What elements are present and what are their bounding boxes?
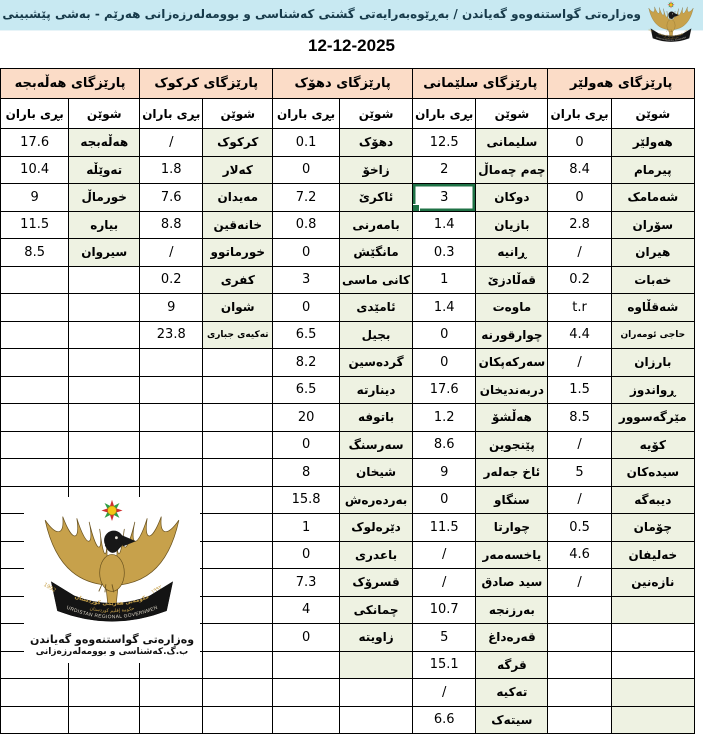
location-cell[interactable]: دهۆک bbox=[339, 129, 412, 157]
location-cell[interactable] bbox=[69, 321, 140, 349]
location-cell[interactable] bbox=[611, 596, 694, 624]
location-cell[interactable] bbox=[69, 431, 140, 459]
rain-amount-cell[interactable]: 1.4 bbox=[413, 211, 476, 239]
rain-amount-cell[interactable] bbox=[548, 596, 611, 624]
amount-column-header[interactable]: بڕی باران bbox=[273, 99, 340, 129]
location-cell[interactable]: بەردەرەش bbox=[339, 486, 412, 514]
rain-amount-cell[interactable]: / bbox=[140, 239, 203, 267]
rain-amount-cell[interactable]: 11.5 bbox=[413, 514, 476, 542]
location-cell[interactable]: خەبات bbox=[611, 266, 694, 294]
location-cell[interactable]: بجیل bbox=[339, 321, 412, 349]
location-cell[interactable]: کۆیە bbox=[611, 431, 694, 459]
rain-amount-cell[interactable]: 10.4 bbox=[1, 156, 69, 184]
rain-amount-cell[interactable]: / bbox=[413, 679, 476, 707]
rain-amount-cell[interactable]: 1.4 bbox=[413, 294, 476, 322]
location-cell[interactable]: بەرزنجە bbox=[476, 596, 548, 624]
rain-amount-cell[interactable]: 2 bbox=[413, 156, 476, 184]
rain-amount-cell[interactable]: 0 bbox=[413, 486, 476, 514]
krg-logo-block bbox=[24, 497, 200, 663]
rain-amount-cell[interactable]: 9 bbox=[1, 184, 69, 212]
location-cell[interactable]: دربەندیخان bbox=[476, 376, 548, 404]
location-cell[interactable]: تەکیەی جباری bbox=[203, 321, 273, 349]
location-cell[interactable] bbox=[339, 706, 412, 734]
location-cell[interactable]: کانی ماسی bbox=[339, 266, 412, 294]
rain-amount-cell[interactable]: 0 bbox=[548, 129, 611, 157]
rain-amount-cell[interactable]: / bbox=[413, 541, 476, 569]
table-row bbox=[1, 349, 695, 377]
location-cell[interactable]: قەڵادزێ bbox=[476, 266, 548, 294]
rain-amount-cell[interactable]: 8.5 bbox=[548, 404, 611, 432]
location-cell[interactable] bbox=[69, 376, 140, 404]
table-row bbox=[1, 321, 695, 349]
location-cell[interactable]: شیخان bbox=[339, 459, 412, 487]
location-cell[interactable]: نازەنین bbox=[611, 569, 694, 597]
rain-amount-cell[interactable]: 11.5 bbox=[1, 211, 69, 239]
rain-amount-cell[interactable] bbox=[1, 321, 69, 349]
location-cell[interactable] bbox=[69, 404, 140, 432]
location-cell[interactable] bbox=[69, 294, 140, 322]
rain-amount-cell[interactable]: 0.5 bbox=[548, 514, 611, 542]
rain-amount-cell[interactable]: 17.6 bbox=[413, 376, 476, 404]
location-cell[interactable]: سنگاو bbox=[476, 486, 548, 514]
location-cell[interactable]: زاخۆ bbox=[339, 156, 412, 184]
subheader-row bbox=[1, 99, 695, 129]
location-cell[interactable]: یاخسەمەر bbox=[476, 541, 548, 569]
table-row bbox=[1, 156, 695, 184]
location-cell[interactable]: ئاخ جەلەر bbox=[476, 459, 548, 487]
rain-amount-cell[interactable]: 6.6 bbox=[413, 706, 476, 734]
rain-amount-cell[interactable]: 4.6 bbox=[548, 541, 611, 569]
location-cell[interactable]: ڕواندوز bbox=[611, 376, 694, 404]
location-cell[interactable]: شەقڵاوە bbox=[611, 294, 694, 322]
rain-amount-cell[interactable]: / bbox=[548, 486, 611, 514]
location-cell[interactable]: چوارتا bbox=[476, 514, 548, 542]
ministry-header-bar bbox=[0, 0, 703, 31]
rain-amount-cell[interactable]: 0.8 bbox=[273, 211, 340, 239]
rain-amount-cell[interactable]: 15.8 bbox=[273, 486, 340, 514]
location-cell[interactable]: قسرۆک bbox=[339, 569, 412, 597]
rain-amount-cell[interactable] bbox=[1, 431, 69, 459]
table-row bbox=[1, 184, 695, 212]
location-cell[interactable] bbox=[611, 624, 694, 652]
location-cell[interactable]: گردەسین bbox=[339, 349, 412, 377]
rain-amount-cell[interactable]: 0.2 bbox=[140, 266, 203, 294]
rain-amount-cell[interactable]: 0 bbox=[273, 156, 340, 184]
location-cell[interactable] bbox=[203, 596, 273, 624]
location-cell[interactable]: شوان bbox=[203, 294, 273, 322]
rain-amount-cell[interactable]: 15.1 bbox=[413, 651, 476, 679]
table-row bbox=[1, 211, 695, 239]
table-row bbox=[1, 129, 695, 157]
rain-amount-cell[interactable]: 8.8 bbox=[140, 211, 203, 239]
table-row bbox=[1, 459, 695, 487]
location-column-header[interactable]: شوێن bbox=[476, 99, 548, 129]
amount-column-header[interactable]: بڕی باران bbox=[140, 99, 203, 129]
location-cell[interactable] bbox=[203, 404, 273, 432]
location-cell[interactable]: خورماڵ bbox=[69, 184, 140, 212]
location-cell[interactable] bbox=[203, 569, 273, 597]
rain-amount-cell[interactable]: 0 bbox=[413, 349, 476, 377]
location-cell[interactable]: دینارتە bbox=[339, 376, 412, 404]
rain-amount-cell[interactable]: 4 bbox=[273, 596, 340, 624]
location-column-header[interactable]: شوێن bbox=[611, 99, 694, 129]
rain-amount-cell[interactable]: 7.3 bbox=[273, 569, 340, 597]
rain-amount-cell[interactable] bbox=[273, 651, 340, 679]
province-header-kirkuk[interactable]: پارێزگای کرکوک bbox=[140, 69, 273, 99]
rain-amount-cell[interactable] bbox=[140, 349, 203, 377]
rain-amount-cell[interactable] bbox=[1, 706, 69, 734]
location-cell[interactable]: دیبەگە bbox=[611, 486, 694, 514]
location-cell[interactable]: قەرەداغ bbox=[476, 624, 548, 652]
province-header-duhok[interactable]: پارێزگای دهۆک bbox=[273, 69, 413, 99]
location-cell[interactable] bbox=[69, 459, 140, 487]
rain-amount-cell[interactable]: 5 bbox=[413, 624, 476, 652]
logo-ministry-name: وەزارەتی گواستنەوەو گەیاندن bbox=[29, 633, 195, 646]
province-header-sulaymaniyah[interactable]: پارێزگای سلێمانی bbox=[413, 69, 548, 99]
rain-amount-cell[interactable] bbox=[1, 404, 69, 432]
report-date: 12-12-2025 bbox=[308, 36, 395, 55]
rain-amount-cell[interactable] bbox=[548, 706, 611, 734]
rain-amount-cell[interactable]: 3 bbox=[273, 266, 340, 294]
location-cell[interactable]: ئامێدی bbox=[339, 294, 412, 322]
location-cell[interactable] bbox=[203, 706, 273, 734]
location-cell[interactable]: کرکوک bbox=[203, 129, 273, 157]
location-cell[interactable]: هەڵشۆ bbox=[476, 404, 548, 432]
location-cell[interactable] bbox=[69, 679, 140, 707]
table-row bbox=[1, 404, 695, 432]
location-cell[interactable] bbox=[203, 349, 273, 377]
rain-amount-cell[interactable]: 2.8 bbox=[548, 211, 611, 239]
location-column-header[interactable]: شوێن bbox=[339, 99, 412, 129]
location-cell[interactable]: سۆران bbox=[611, 211, 694, 239]
rain-amount-cell[interactable]: 9 bbox=[413, 459, 476, 487]
rain-amount-cell[interactable] bbox=[140, 459, 203, 487]
rain-amount-cell[interactable]: 6.5 bbox=[273, 376, 340, 404]
location-cell[interactable]: بیارە bbox=[69, 211, 140, 239]
location-cell[interactable]: پیرمام bbox=[611, 156, 694, 184]
rain-amount-cell[interactable]: t.r bbox=[548, 294, 611, 322]
location-cell[interactable]: ماوەت bbox=[476, 294, 548, 322]
rain-amount-cell[interactable]: 8.5 bbox=[1, 239, 69, 267]
table-row bbox=[1, 679, 695, 707]
rain-amount-cell[interactable] bbox=[140, 679, 203, 707]
rain-amount-cell[interactable]: / bbox=[548, 431, 611, 459]
location-cell[interactable] bbox=[611, 679, 694, 707]
rain-amount-cell[interactable]: 6.5 bbox=[273, 321, 340, 349]
location-cell[interactable]: ڕانیە bbox=[476, 239, 548, 267]
location-cell[interactable]: پێنجوین bbox=[476, 431, 548, 459]
rain-amount-cell[interactable] bbox=[1, 349, 69, 377]
rain-amount-cell[interactable]: 1.2 bbox=[413, 404, 476, 432]
location-cell[interactable]: هەولێر bbox=[611, 129, 694, 157]
location-cell[interactable]: کفری bbox=[203, 266, 273, 294]
table-row bbox=[1, 706, 695, 734]
rain-amount-cell[interactable]: 12.5 bbox=[413, 129, 476, 157]
location-cell[interactable]: هەڵەبجە bbox=[69, 129, 140, 157]
location-cell[interactable] bbox=[203, 514, 273, 542]
location-cell[interactable]: تەوێڵە bbox=[69, 156, 140, 184]
location-cell[interactable]: چۆمان bbox=[611, 514, 694, 542]
location-cell[interactable] bbox=[203, 624, 273, 652]
rain-amount-cell[interactable]: / bbox=[140, 129, 203, 157]
location-cell[interactable] bbox=[339, 679, 412, 707]
rain-amount-cell[interactable]: 1.5 bbox=[548, 376, 611, 404]
location-cell[interactable]: سەرکەپکان bbox=[476, 349, 548, 377]
rain-amount-cell[interactable] bbox=[140, 376, 203, 404]
location-cell[interactable]: کەلار bbox=[203, 156, 273, 184]
location-cell[interactable]: حاجی ئومەران bbox=[611, 321, 694, 349]
rain-amount-cell[interactable] bbox=[273, 706, 340, 734]
location-cell[interactable] bbox=[69, 706, 140, 734]
rain-amount-cell[interactable] bbox=[140, 404, 203, 432]
location-cell[interactable] bbox=[203, 431, 273, 459]
rain-amount-cell[interactable] bbox=[1, 459, 69, 487]
logo-department-name: ب.گ.کەشناسی و بوومەلەرزەزانی bbox=[35, 647, 189, 657]
rain-amount-cell[interactable]: 0 bbox=[273, 294, 340, 322]
rain-amount-cell[interactable]: 0.1 bbox=[273, 129, 340, 157]
location-cell[interactable] bbox=[69, 349, 140, 377]
location-cell[interactable]: باعدری bbox=[339, 541, 412, 569]
location-cell[interactable]: مانگێش bbox=[339, 239, 412, 267]
rain-amount-cell[interactable]: 0.3 bbox=[413, 239, 476, 267]
rain-amount-cell[interactable]: 20 bbox=[273, 404, 340, 432]
rain-amount-cell[interactable]: 0 bbox=[273, 624, 340, 652]
rain-amount-cell[interactable]: 4.4 bbox=[548, 321, 611, 349]
rain-amount-cell[interactable] bbox=[1, 294, 69, 322]
table-row bbox=[1, 239, 695, 267]
table-row bbox=[1, 294, 695, 322]
location-cell[interactable]: قرگە bbox=[476, 651, 548, 679]
rain-amount-cell[interactable]: 0 bbox=[548, 184, 611, 212]
rain-amount-cell[interactable]: 8.4 bbox=[548, 156, 611, 184]
rain-amount-cell[interactable] bbox=[1, 679, 69, 707]
location-cell[interactable]: خەلیفان bbox=[611, 541, 694, 569]
amount-column-header[interactable]: بڕی باران bbox=[548, 99, 611, 129]
location-cell[interactable]: چمانکی bbox=[339, 596, 412, 624]
rain-amount-cell[interactable]: / bbox=[548, 349, 611, 377]
location-cell[interactable]: سەرسنگ bbox=[339, 431, 412, 459]
rain-amount-cell[interactable]: 8.6 bbox=[413, 431, 476, 459]
rain-amount-cell[interactable]: 0 bbox=[413, 321, 476, 349]
rain-amount-cell[interactable] bbox=[548, 624, 611, 652]
rain-amount-cell[interactable]: 1.8 bbox=[140, 156, 203, 184]
location-cell[interactable]: بارزان bbox=[611, 349, 694, 377]
location-cell[interactable]: دوکان bbox=[476, 184, 548, 212]
table-row bbox=[1, 376, 695, 404]
location-cell[interactable]: خورماتوو bbox=[203, 239, 273, 267]
location-cell[interactable]: دێرەلوک bbox=[339, 514, 412, 542]
location-cell[interactable] bbox=[203, 459, 273, 487]
rain-amount-cell[interactable]: 7.2 bbox=[273, 184, 340, 212]
location-cell[interactable] bbox=[203, 651, 273, 679]
location-cell[interactable]: سلیمانی bbox=[476, 129, 548, 157]
rain-amount-cell[interactable]: 8.2 bbox=[273, 349, 340, 377]
location-cell[interactable] bbox=[203, 486, 273, 514]
rain-amount-cell[interactable]: 5 bbox=[548, 459, 611, 487]
location-cell[interactable]: هیران bbox=[611, 239, 694, 267]
location-column-header[interactable]: شوێن bbox=[69, 99, 140, 129]
rain-amount-cell[interactable]: 1 bbox=[413, 266, 476, 294]
location-cell[interactable]: سیروان bbox=[69, 239, 140, 267]
location-cell[interactable]: باتوفە bbox=[339, 404, 412, 432]
location-cell[interactable]: سیتەک bbox=[476, 706, 548, 734]
rain-amount-cell[interactable]: 10.7 bbox=[413, 596, 476, 624]
rain-amount-cell[interactable]: 0 bbox=[273, 239, 340, 267]
rain-amount-cell[interactable]: 23.8 bbox=[140, 321, 203, 349]
table-row bbox=[1, 266, 695, 294]
rain-amount-cell[interactable] bbox=[1, 266, 69, 294]
rain-amount-cell[interactable]: 0.2 bbox=[548, 266, 611, 294]
rain-amount-cell[interactable]: 9 bbox=[140, 294, 203, 322]
province-header-row bbox=[1, 69, 695, 99]
amount-column-header[interactable]: بڕی باران bbox=[1, 99, 69, 129]
rain-amount-cell[interactable]: 1 bbox=[273, 514, 340, 542]
location-cell[interactable] bbox=[203, 541, 273, 569]
location-cell[interactable]: بازیان bbox=[476, 211, 548, 239]
location-cell[interactable]: سیدەکان bbox=[611, 459, 694, 487]
location-cell[interactable]: مێرگەسوور bbox=[611, 404, 694, 432]
location-cell[interactable]: شەمامک bbox=[611, 184, 694, 212]
location-cell[interactable]: بامەرنی bbox=[339, 211, 412, 239]
location-cell[interactable]: سید صادق bbox=[476, 569, 548, 597]
rain-amount-cell[interactable] bbox=[548, 679, 611, 707]
location-cell[interactable] bbox=[203, 376, 273, 404]
rain-amount-cell[interactable]: / bbox=[548, 569, 611, 597]
rain-amount-cell[interactable] bbox=[273, 679, 340, 707]
location-cell[interactable] bbox=[611, 651, 694, 679]
location-cell[interactable] bbox=[611, 706, 694, 734]
rain-amount-cell[interactable]: 0 bbox=[273, 431, 340, 459]
location-cell[interactable]: زاویتە bbox=[339, 624, 412, 652]
krg-eagle-emblem bbox=[30, 499, 194, 631]
rain-amount-cell[interactable] bbox=[548, 651, 611, 679]
rain-amount-cell[interactable] bbox=[1, 376, 69, 404]
province-header-halabja[interactable]: پارێزگای هەڵەبجە bbox=[1, 69, 140, 99]
location-cell[interactable] bbox=[339, 651, 412, 679]
rain-amount-cell[interactable] bbox=[140, 431, 203, 459]
location-cell[interactable]: چوارقورنە bbox=[476, 321, 548, 349]
rain-amount-cell[interactable]: / bbox=[413, 569, 476, 597]
location-cell[interactable]: چەم چەماڵ bbox=[476, 156, 548, 184]
rain-amount-cell[interactable]: 17.6 bbox=[1, 129, 69, 157]
province-header-erbil[interactable]: پارێزگای هەولێر bbox=[548, 69, 695, 99]
location-column-header[interactable]: شوێن bbox=[203, 99, 273, 129]
ministry-title: وەزارەتی گواستنەوەو گەیاندن / بەڕێوەبەرایەتی گشتی کەشناسی و بوومەلەرزەزانی هەرێم - بەشی پێشبینی bbox=[2, 7, 641, 21]
location-cell[interactable] bbox=[69, 266, 140, 294]
amount-column-header[interactable]: بڕی باران bbox=[413, 99, 476, 129]
rain-amount-cell[interactable] bbox=[140, 706, 203, 734]
location-cell[interactable]: خانەقین bbox=[203, 211, 273, 239]
location-cell[interactable]: مەیدان bbox=[203, 184, 273, 212]
location-cell[interactable]: ئاکرێ bbox=[339, 184, 412, 212]
table-row bbox=[1, 431, 695, 459]
krg-logo-small bbox=[645, 1, 697, 45]
location-cell[interactable]: تەکیە bbox=[476, 679, 548, 707]
selected-rain-amount-cell[interactable]: 3 bbox=[413, 184, 476, 212]
rain-amount-cell[interactable]: 7.6 bbox=[140, 184, 203, 212]
rain-amount-cell[interactable]: 0 bbox=[273, 541, 340, 569]
location-cell[interactable] bbox=[203, 679, 273, 707]
rain-amount-cell[interactable]: 8 bbox=[273, 459, 340, 487]
rain-amount-cell[interactable]: / bbox=[548, 239, 611, 267]
